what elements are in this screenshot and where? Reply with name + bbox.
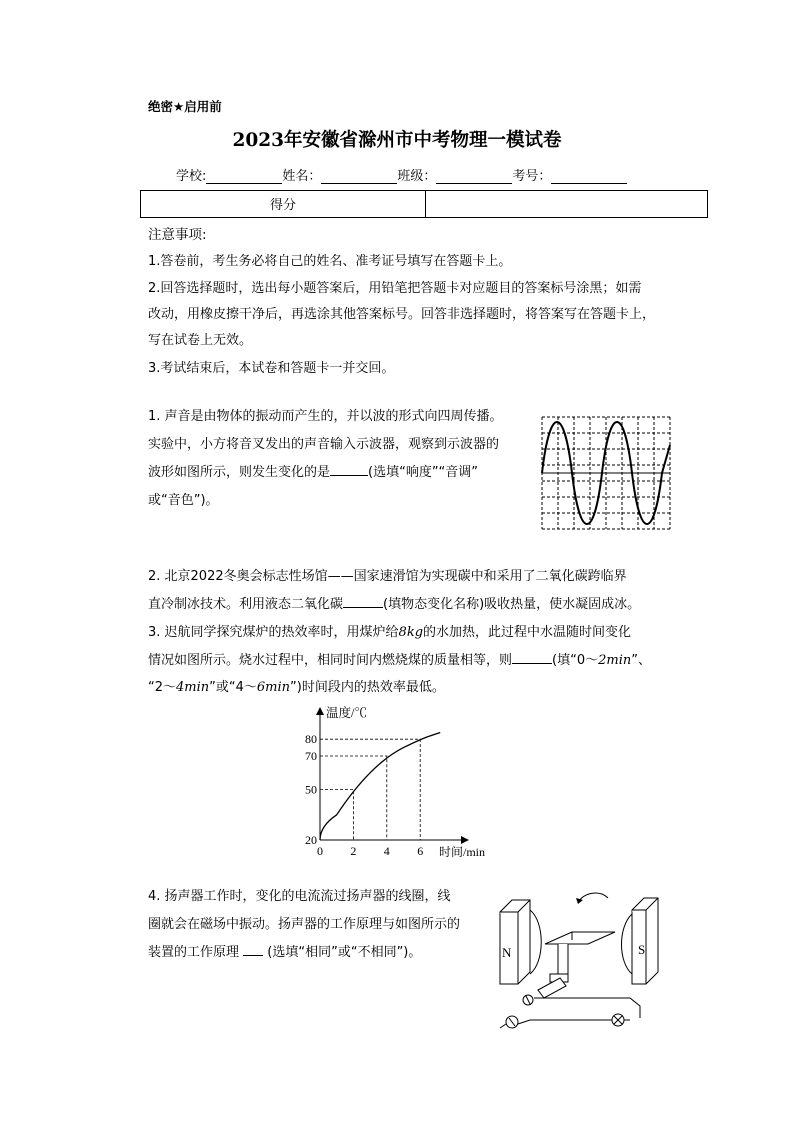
note-item: 2.回答选择题时，选出每小题答案后，用铅笔把答题卡对应题目的答案标号涂黑；如需 <box>148 281 642 296</box>
q3-option: 2min <box>598 653 632 668</box>
q3-text: ”、 <box>631 653 651 668</box>
y-axis-label: 温度/℃ <box>326 706 367 720</box>
y-tick-label: 50 <box>305 782 317 797</box>
oscilloscope-figure <box>540 415 672 533</box>
q3-text: 3. 迟航同学探究煤炉的热效率时，用煤炉给 <box>148 625 399 640</box>
x-tick-labels <box>317 844 423 858</box>
q4-line: 4. 扬声器工作时，变化的电流流过扬声器的线圈，线 <box>148 889 451 904</box>
x-axis-label: 时间/min <box>439 845 486 859</box>
temperature-curve <box>320 732 440 840</box>
q4-text: (选填“相同”或“不相同”)。 <box>267 945 422 960</box>
school-label: 学校: <box>176 169 207 184</box>
y-tick-label: 70 <box>305 749 317 763</box>
note-item: 改动，用橡皮擦干净后，再选涂其他答案标号。回答非选择题时，将答案写在答题卡上， <box>148 307 656 322</box>
q4-line: 圈就会在磁场中振动。扬声器的工作原理与如图所示的 <box>148 917 461 932</box>
q1-line: 或“音色”)。 <box>148 493 219 508</box>
y-tick-labels <box>305 732 317 847</box>
chart-guides <box>320 739 420 840</box>
score-label: 得分 <box>141 191 426 217</box>
q3-mass: 8kg <box>398 625 424 640</box>
q3-text: 的水加热，此过程中水温随时间变化 <box>423 625 632 640</box>
q3-text: (填“0～ <box>552 653 599 668</box>
name-label: 姓名： <box>282 169 322 184</box>
q2-line: 2. 北京2022冬奥会标志性场馆——国家速滑馆为实现碳中和采用了二氧化碳跨临界 <box>148 569 627 584</box>
temperature-chart <box>290 698 510 863</box>
x-tick-label: 6 <box>417 844 424 858</box>
q4-text: 装置的工作原理 <box>148 945 240 960</box>
q3-text: ”)时间段内的热效率最低。 <box>290 680 445 695</box>
q1-answer-blank[interactable] <box>330 462 368 476</box>
exam-no-label: 考号： <box>512 169 552 184</box>
q4-answer-blank[interactable] <box>243 942 263 956</box>
y-tick-label: 20 <box>305 833 317 847</box>
q3-text: “2～ <box>148 680 177 695</box>
q3-text: 情况如图所示。烧水过程中，相同时间内燃烧煤的质量相等，则 <box>148 653 513 668</box>
q4-line <box>148 941 421 960</box>
pole-n-label: N <box>502 945 512 960</box>
q3-option: 6min <box>256 680 291 695</box>
q2-text: 直冷制冰技术。利用液态二氧化碳 <box>148 597 344 612</box>
confidential-label: 绝密★启用前 <box>148 99 222 114</box>
exam-no-field[interactable] <box>551 169 627 184</box>
x-tick-label: 4 <box>383 844 390 858</box>
school-field[interactable] <box>206 169 282 184</box>
x-tick-label: 2 <box>350 844 357 858</box>
q3-line <box>148 649 651 668</box>
q1-line-text: (选填“响度”“音调” <box>368 465 479 480</box>
lamp <box>612 1014 624 1026</box>
note-item: 3.考试结束后，本试卷和答题卡一并交回。 <box>148 361 395 376</box>
x-tick-label: 0 <box>317 844 323 858</box>
note-item: 写在试卷上无效。 <box>148 333 253 348</box>
motor-figure <box>490 882 670 1042</box>
q1-line-text: 波形如图所示，则发生变化的是 <box>148 465 331 480</box>
q1-line <box>148 461 478 480</box>
magnet-n <box>500 900 541 984</box>
info-row <box>176 165 627 184</box>
note-item: 1.答卷前，考生务必将自己的姓名、准考证号填写在答题卡上。 <box>148 254 512 269</box>
rotation-arrow-head <box>576 898 583 904</box>
q3-line <box>148 621 631 640</box>
coil <box>538 932 615 998</box>
q3-answer-blank[interactable] <box>512 650 552 664</box>
q3-option: 4min <box>176 680 210 695</box>
notes-title: 注意事项: <box>148 227 207 243</box>
class-field[interactable] <box>436 169 512 184</box>
name-field[interactable] <box>321 169 397 184</box>
q2-answer-blank[interactable] <box>343 594 383 608</box>
q1-line: 1. 声音是由物体的振动而产生的，并以波的形式向四周传播。 <box>148 409 503 424</box>
rotation-arrow <box>578 893 608 902</box>
score-table <box>140 190 708 218</box>
score-value[interactable] <box>426 191 707 217</box>
magnet-s <box>622 898 659 984</box>
q2-text: (填物态变化名称)吸收热量，使水凝固成冰。 <box>383 597 641 612</box>
y-tick-label: 80 <box>305 732 317 747</box>
q3-text: ”或“4～ <box>209 680 257 695</box>
q1-line: 实验中，小方将音叉发出的声音输入示波器，观察到示波器的 <box>148 437 500 452</box>
q3-line <box>148 676 445 695</box>
class-label: 班级： <box>397 169 437 184</box>
page-title: 2023年安徽省滁州市中考物理一模试卷 <box>232 130 562 151</box>
pole-s-label: S <box>638 942 646 957</box>
q2-line <box>148 593 640 612</box>
